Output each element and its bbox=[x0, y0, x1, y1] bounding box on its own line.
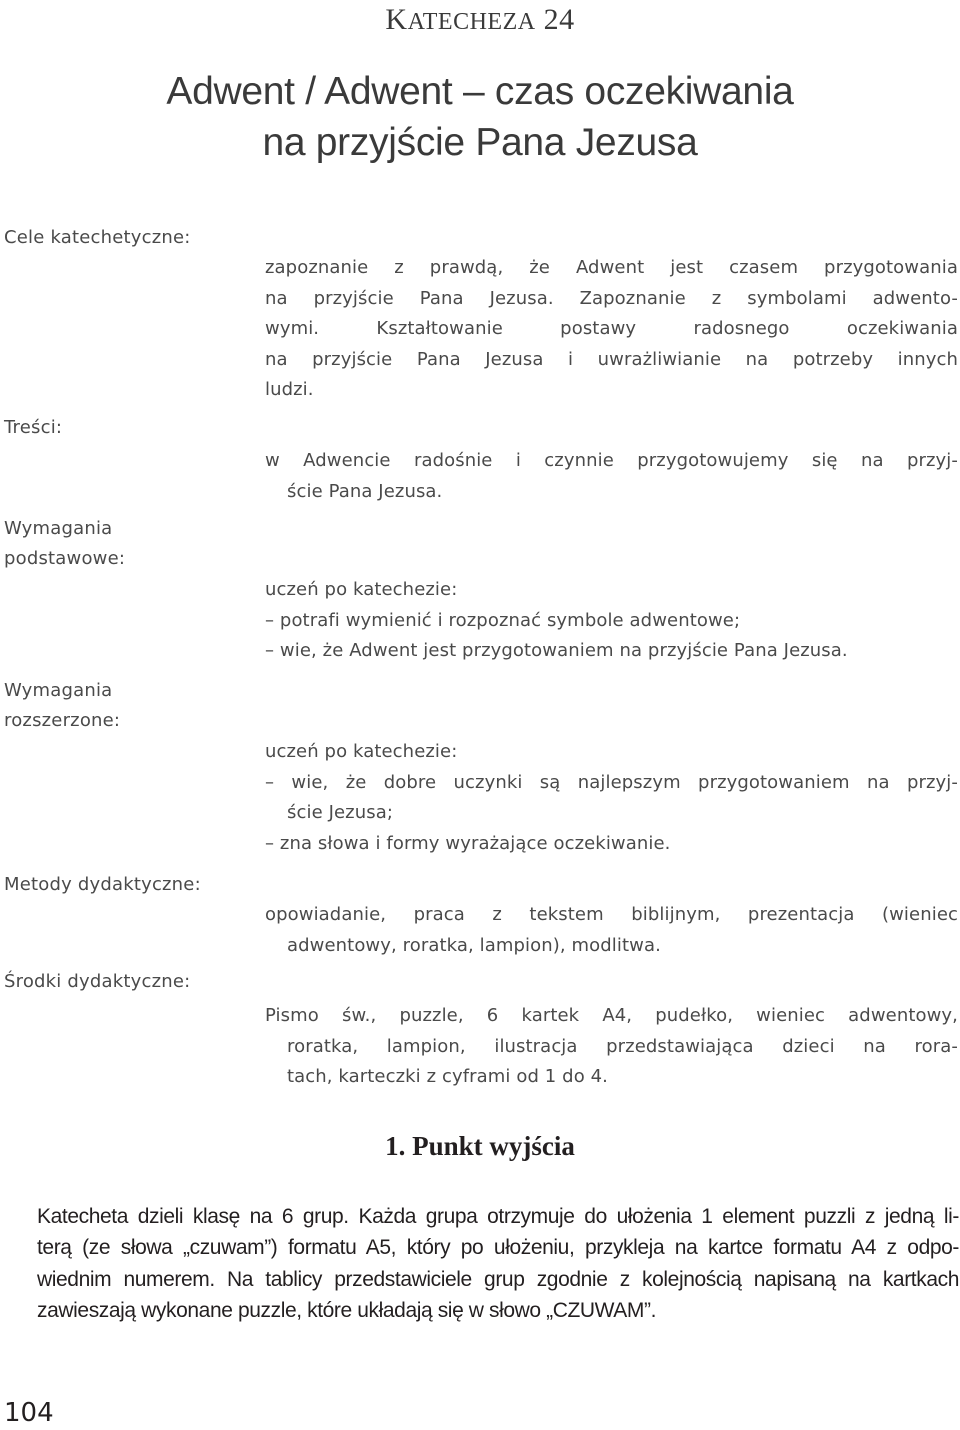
wym-roz-item: – zna słowa i formy wyrażające oczekiwanie. bbox=[265, 832, 671, 854]
cele-line: na przyjście Pana Jezusa i uwrażliwianie na potrzeby innych bbox=[265, 348, 958, 370]
srodki-line: roratka, lampion, ilustracja przedstawiająca dzieci na rora- bbox=[287, 1035, 958, 1057]
lesson-label-rest: ATECHEZA bbox=[407, 9, 536, 35]
label-wym-pod-2: podstawowe: bbox=[4, 548, 126, 569]
cele-line: na przyjście Pana Jezusa. Zapoznanie z symbolami adwento- bbox=[265, 287, 958, 309]
page-title bbox=[0, 66, 960, 168]
wym-pod-intro: uczeń po katechezie: bbox=[265, 579, 458, 600]
srodki-line: Pismo św., puzzle, 6 kartek A4, pudełko, wieniec adwentowy, bbox=[265, 1005, 958, 1026]
wymagania-rozszerzone-text bbox=[265, 737, 958, 859]
label-wymagania-rozszerzone bbox=[4, 676, 120, 736]
label-cele: Cele katechetyczne: bbox=[4, 227, 191, 248]
cele-line: wymi. Kształtowanie postawy radosnego oczekiwania bbox=[265, 318, 958, 339]
paragraph-line: wiednim numerem. Na tablicy przedstawiciele grup zgodnie z kolejnością napisaną na kartkach bbox=[37, 1267, 959, 1291]
wym-roz-intro: uczeń po katechezie: bbox=[265, 741, 458, 762]
label-wym-pod-1: Wymagania bbox=[4, 518, 113, 539]
paragraph-line: terą (ze słowa „czuwam”) formatu A5, który po ułożeniu, przykleja na kartce formatu A4 z odpo- bbox=[37, 1236, 959, 1260]
cele-line: zapoznanie z prawdą, że Adwent jest czasem przygotowania bbox=[265, 257, 958, 278]
wym-roz-item-cont: ście Jezusa; bbox=[287, 802, 393, 823]
cele-line: ludzi. bbox=[265, 379, 314, 400]
srodki-line: tach, karteczki z cyframi od 1 do 4. bbox=[287, 1066, 609, 1087]
section-paragraph bbox=[37, 1201, 959, 1326]
wym-pod-item: – wie, że Adwent jest przygotowaniem na przyjście Pana Jezusa. bbox=[265, 640, 848, 661]
label-srodki: Środki dydaktyczne: bbox=[4, 971, 191, 992]
wymagania-podstawowe-text bbox=[265, 575, 958, 667]
section-heading: 1. Punkt wyjścia bbox=[385, 1131, 575, 1161]
label-wym-roz-2: rozszerzone: bbox=[4, 710, 121, 731]
label-tresci: Treści: bbox=[4, 417, 63, 438]
label-wymagania-podstawowe bbox=[4, 514, 125, 574]
lesson-number bbox=[0, 0, 960, 42]
paragraph-line: zawieszają wykonane puzzle, które układają się w słowo „CZUWAM”. bbox=[37, 1298, 657, 1322]
tresci-text bbox=[265, 446, 958, 507]
metody-line: opowiadanie, praca z tekstem biblijnym, prezentacja (wieniec bbox=[265, 904, 958, 925]
srodki-text bbox=[265, 1001, 958, 1093]
tresci-line: ście Pana Jezusa. bbox=[287, 480, 443, 502]
wym-pod-item: – potrafi wymienić i rozpoznać symbole adwentowe; bbox=[265, 609, 741, 631]
metody-text bbox=[265, 900, 958, 961]
label-metody: Metody dydaktyczne: bbox=[4, 874, 201, 895]
paragraph-line: Katecheta dzieli klasę na 6 grup. Każda grupa otrzymuje do ułożenia 1 element puzzli z jedną li- bbox=[37, 1205, 959, 1228]
title-line-2: na przyjście Pana Jezusa bbox=[262, 121, 698, 164]
tresci-line: w Adwencie radośnie i czynnie przygotowujemy się na przyj- bbox=[265, 450, 958, 471]
label-wym-roz-1: Wymagania bbox=[4, 680, 113, 701]
wym-roz-item: – wie, że dobre uczynki są najlepszym przygotowaniem na przyj- bbox=[265, 771, 958, 793]
page-number: 104 bbox=[4, 1398, 54, 1428]
cele-text bbox=[265, 253, 958, 406]
title-line-1: Adwent / Adwent – czas oczekiwania bbox=[166, 70, 794, 113]
metody-line: adwentowy, roratka, lampion), modlitwa. bbox=[287, 934, 661, 956]
lesson-number-value: 24 bbox=[543, 3, 575, 36]
lesson-label-first: K bbox=[385, 3, 408, 36]
